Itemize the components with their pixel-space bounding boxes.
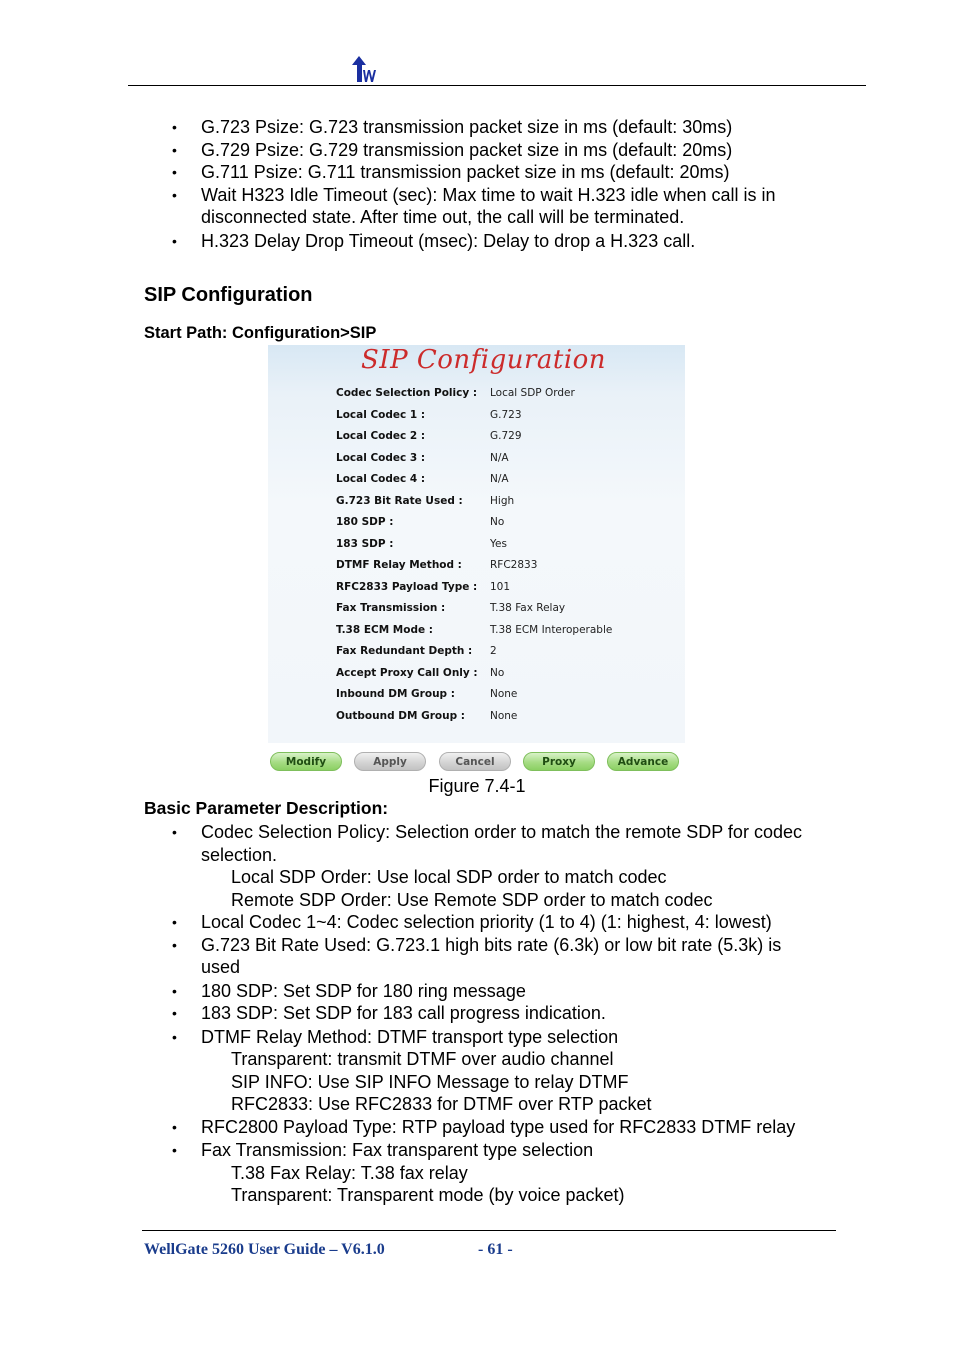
bullet-icon: • — [172, 232, 177, 249]
footer-guide-title: WellGate 5260 User Guide – V6.1.0 — [144, 1241, 385, 1258]
bullet-icon: • — [172, 982, 177, 999]
list-item: • H.323 Delay Drop Timeout (msec): Delay to drop a H.323 call. — [172, 230, 696, 251]
description-list — [0, 821, 954, 1207]
bullet-icon: • — [172, 824, 177, 840]
sub-item: Transparent: Transparent mode (by voice packet) — [231, 1185, 625, 1205]
basic-parameter-title: Basic Parameter Description: — [144, 798, 389, 818]
sub-item: Remote SDP Order: Use Remote SDP order to match codec — [231, 889, 713, 910]
footer-page-number: - 61 - — [478, 1241, 513, 1258]
bullet-icon: • — [172, 141, 177, 158]
sip-config-panel: SIP Configuration Codec Selection Policy : Local SDP Order Local Codec 1 : G.723 Local Codec 2 : G.729 Local Codec 3 : N/A Local Codec 4 : N/A G.723 Bit Rate Used : High 180 SDP : No 183 SDP : Yes DTMF Relay Method : RFC2833 RFC2833 Payload Type : 101 Fax Transmission : T.38 Fax Relay T.38 ECM Mode : T.38 ECM Interoperable Fax Redundant Depth : 2 Accept Proxy Call Only : No Inbound DM Group : None Outbound DM Group : None — [268, 345, 685, 743]
list-item: • Wait H323 Idle Timeout (sec): Max time to wait H.323 idle when call is in disconnected state. After time out, the call will be terminated. — [172, 184, 776, 227]
bullet-icon: • — [172, 1118, 177, 1135]
bullet-icon: • — [172, 914, 177, 930]
list-item: • Fax Transmission: Fax transparent type selection — [172, 1140, 594, 1160]
sub-item: SIP INFO: Use SIP INFO Message to relay DTMF — [231, 1071, 629, 1092]
list-item: • G.723 Bit Rate Used: G.723.1 high bits rate (6.3k) or low bit rate (5.3k) is used — [172, 934, 782, 977]
panel-title: SIP Configuration — [361, 345, 607, 375]
list-item: • DTMF Relay Method: DTMF transport type selection — [172, 1026, 619, 1047]
modify-button[interactable]: Modify — [270, 752, 342, 771]
apply-button[interactable]: Apply — [354, 752, 426, 771]
list-item: • RFC2800 Payload Type: RTP payload type used for RFC2833 DTMF relay — [172, 1116, 796, 1137]
start-path: Start Path: Configuration>SIP — [144, 324, 377, 342]
bullet-icon: • — [172, 119, 177, 135]
sub-item: T.38 Fax Relay: T.38 fax relay — [231, 1162, 468, 1183]
cancel-button[interactable]: Cancel — [439, 752, 511, 771]
list-item: • Codec Selection Policy: Selection order to match the remote SDP for codec selection. — [172, 822, 802, 865]
list-item: • G.729 Psize: G.729 transmission packet size in ms (default: 20ms) — [172, 139, 733, 160]
bullet-icon: • — [172, 186, 177, 203]
sub-item: Local SDP Order: Use local SDP order to match codec — [231, 867, 667, 887]
proxy-button[interactable]: Proxy — [523, 752, 595, 771]
bullet-icon: • — [172, 1028, 177, 1045]
list-item: • Local Codec 1~4: Codec selection priority (1 to 4) (1: highest, 4: lowest) — [172, 912, 772, 932]
wellgate-logo-icon — [350, 56, 378, 82]
bullet-icon: • — [172, 1005, 177, 1021]
bullet-icon: • — [172, 936, 177, 953]
list-item: • 183 SDP: Set SDP for 183 call progress indication. — [172, 1003, 606, 1023]
bullet-icon: • — [172, 164, 177, 180]
list-item: • 180 SDP: Set SDP for 180 ring message — [172, 980, 526, 1001]
list-item: • G.711 Psize: G.711 transmission packet size in ms (default: 20ms) — [172, 162, 730, 182]
figure-caption: Figure 7.4-1 — [428, 776, 526, 796]
bullet-icon: • — [172, 1142, 177, 1158]
sub-item: RFC2833: Use RFC2833 for DTMF over RTP packet — [231, 1094, 652, 1114]
sub-item: Transparent: transmit DTMF over audio channel — [231, 1049, 614, 1069]
advance-button[interactable]: Advance — [607, 752, 679, 771]
list-item: • G.723 Psize: G.723 transmission packet size in ms (default: 30ms) — [172, 117, 733, 137]
top-bullet-list — [0, 116, 954, 252]
section-title: SIP Configuration — [144, 284, 313, 306]
header-rule — [128, 85, 866, 86]
footer-rule — [142, 1230, 836, 1231]
